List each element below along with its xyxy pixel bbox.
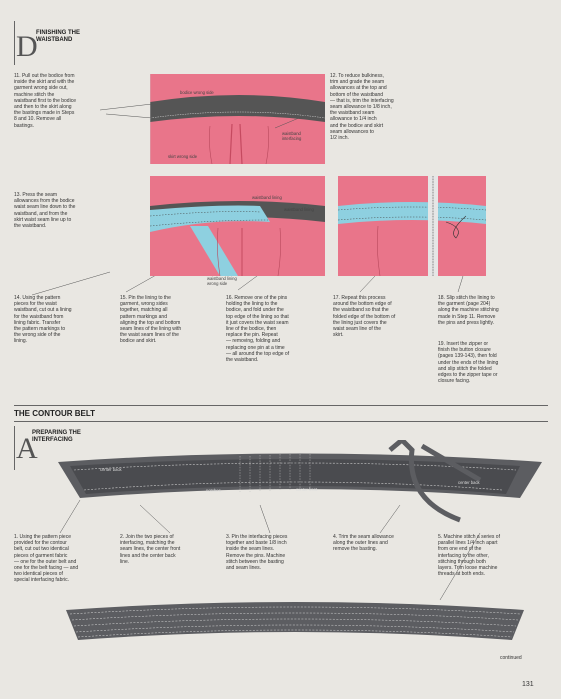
label-bodice-wrong-side: bodice wrong side: [180, 90, 214, 95]
belt-step-2-text: 2. Join the two pieces of interfacing, matching the seam lines, the center front lines and the center back line.: [120, 534, 181, 565]
label-notches: notches: [206, 488, 221, 493]
waistband-heading: FINISHING THE WAISTBAND: [36, 30, 81, 43]
label-center-back-right: center back: [458, 480, 480, 485]
drop-letter-a: A: [16, 432, 38, 465]
continued-label: continued: [500, 655, 522, 661]
belt-step-1-text: 1. Using the pattern piece provided for the contour belt, cut out two identical pieces of garment fabric — one for the outer belt and one for the belt facing — and two identical pieces of special interfacing fabric.: [14, 534, 79, 584]
step-11-text: 11. Pull out the bodice from inside the skirt and with the garment wrong side out, machine stitch the waistband first to the bodice and then to the skirt along the bastings made in Steps 8 and 10. Remove all bastings.: [14, 73, 76, 129]
label-waistband-lining: waistband lining: [252, 195, 282, 200]
belt-step-3-text: 3. Pin the interfacing pieces together and baste 1/8 inch inside the seam lines. Remove the pins. Machine stitch between the basting and seam lines.: [226, 534, 288, 572]
page-number: 131: [522, 681, 534, 688]
label-center-front: center front: [296, 487, 318, 492]
label-waistband-lining-right: waistband lining: [284, 207, 314, 212]
label-waistband-lining-wrong-side: waistband lining wrong side: [207, 276, 237, 286]
interfacing-heading: PREPARING THE INTERFACING: [32, 430, 81, 443]
step-15-text: 15. Pin the lining to the garment, wrong sides together, matching all pattern markings and aligning the top and bottom seam lines of the lining with the waist seam lines of the bodice and skirt.: [120, 295, 182, 345]
step-14-text: 14. Using the pattern pieces for the waist waistband, cut out a lining for the waistband from lining fabric. Transfer the pattern markings to the wrong side of the lining.: [14, 295, 72, 345]
drop-letter-d: D: [16, 30, 38, 63]
step-16-text: 16. Remove one of the pins holding the lining to the bodice, and fold under the top edge of the lining so that it just covers the waist seam line of the bodice, then replace the pin. Repeat — removing, folding and replacing one pin at a time — all around the top edge of the waistband.: [226, 295, 290, 364]
label-skirt-wrong-side: skirt wrong side: [168, 154, 198, 159]
step-12-text: 12. To reduce bulkiness, trim and grade the seam allowances at the top and bottom of the waistband — that is, trim the interfacing seam allowance to 1/8 inch, the waistband seam allowance to 1/4 inch and the bodice and skirt seam allowances to 1/2 inch.: [330, 73, 394, 142]
step-19-text: 19. Insert the zipper or finish the button closure (pages 139-143), then fold under the ends of the lining and slip stitch the folded edges to the zipper tape or closure facing.: [438, 341, 499, 385]
step-17-text: 17. Repeat this process around the bottom edge of the waistband so that the folded edge of the bottom of the lining just covers the waist seam line of the skirt.: [333, 295, 396, 339]
label-waistband-interfacing: waistband interfacing: [282, 131, 302, 141]
contour-belt-title: THE CONTOUR BELT: [14, 409, 96, 418]
belt-step-5-text: 5. Machine stitch a series of parallel lines 1/4 inch apart from one end of the interfacing to the other, stitching through both layers. loose machine threads at both ends.: [438, 534, 500, 578]
step-13-text: 13. Press the seam allowances from the bodice waist seam line down to the waistband, and from the skirt waist seam line up to the waistband.: [14, 192, 76, 230]
label-center-back: center back: [100, 467, 122, 472]
belt-step-4-text: 4. Trim the seam allowance along the outer lines and remove the basting.: [333, 534, 394, 553]
step-18-text: 18. Slip stitch the lining to the garment (page 204) along the machine stitching made in Step 11. Remove the pins and press lightly.: [438, 295, 499, 326]
